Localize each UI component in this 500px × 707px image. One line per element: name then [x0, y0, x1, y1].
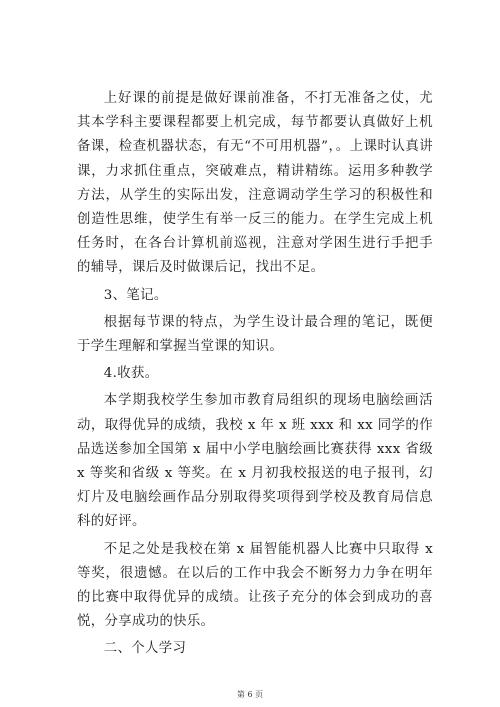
section-heading-personal-study: 二、个人学习	[103, 641, 187, 657]
document-body	[77, 87, 433, 665]
paragraph-achievements: 本学期我校学生参加市教育局组织的现场电脑绘画活动，取得优异的成绩，我校 x 年 x 班 xxx 和 xx 同学的作品选送参加全国第 x 届中小学电脑绘画比赛获得 xxx 省级 x 等奖和省级 x 等奖。在 x 月初我校报送的电子报刊，幻灯片及电脑绘画作品分别取得奖项得到学校及教育局信息科的好评。	[77, 393, 433, 530]
paragraph-class-preparation: 上好课的前提是做好课前准备，不打无准备之仗，尤其本学科主要课程都要上机完成，每节都要认真做好上机备课，检查机器状态，有无“不可用机器”，。上课时认真讲课，力求抓住重点，突破难点，精讲精练。运用多种教学方法，从学生的实际出发，注意调动学生学习的积极性和创造性思维，使学生有举一反三的能力。在学生完成上机任务时，在各台计算机前巡视，注意对学困生进行手把手的辅导，课后及时做课后记，找出不足。	[77, 91, 433, 276]
page-number-footer: 第 6 页	[236, 690, 264, 699]
paragraph-notes: 根据每节课的特点，为学生设计最合理的笔记，既便于学生理解和掌握当堂课的知识。	[77, 314, 433, 355]
paragraph-shortcomings: 不足之处是我校在第 x 届智能机器人比赛中只取得 x 等奖，很遗憾。在以后的工作中我会不断努力力争在明年的比赛中取得优异的成绩。让孩子充分的体会到成功的喜悦，分享成功的快乐。	[77, 541, 433, 630]
section-heading-notes: 3、笔记。	[103, 287, 168, 303]
section-heading-harvest: 4.收获。	[103, 366, 159, 382]
